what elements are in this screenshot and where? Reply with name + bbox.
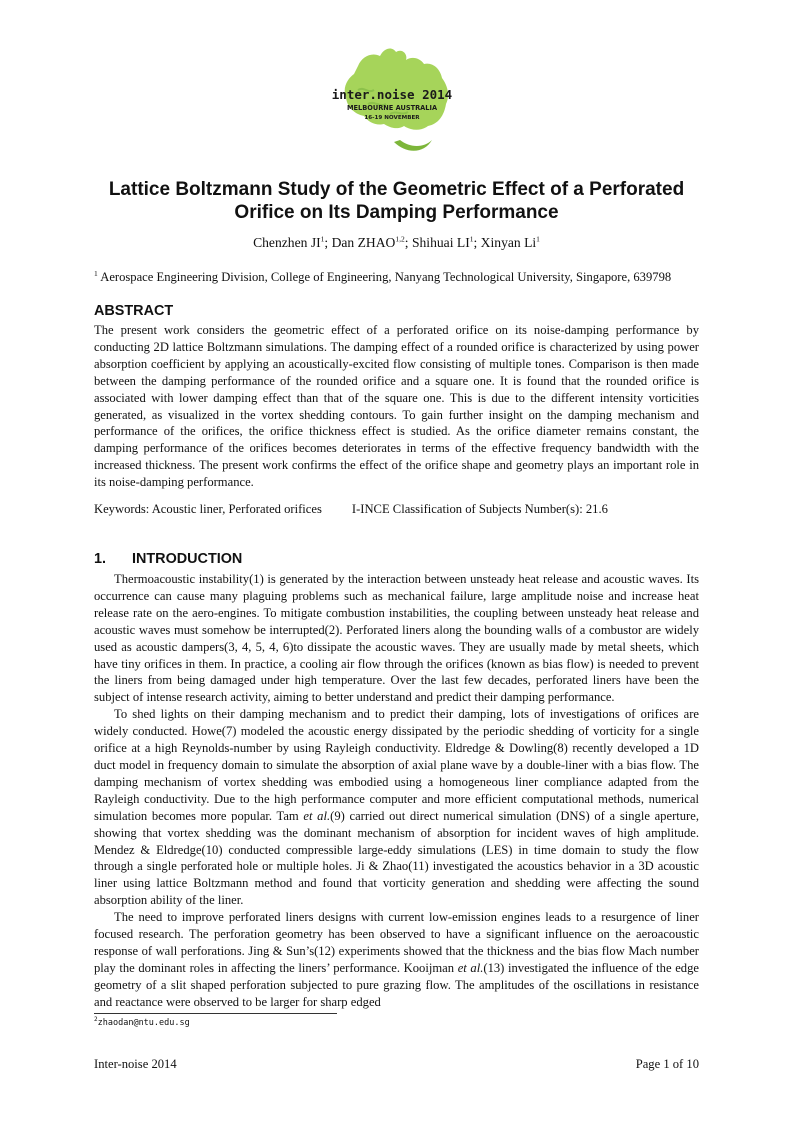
author-name: Xinyan Li xyxy=(480,235,537,250)
affiliation-mark: 1 xyxy=(94,268,98,278)
text-run: (9) carried out direct numerical simulation (DNS) of a single aperture, showing that vortex shedding was the dominant mechanism of absorption for incident waves of high amplitude. Mendez & Eldredge(10) conducted compressible large-eddy simulations (LES) in time domain to study the flow through a single perforated hole or multiple holes. Ji & Zhao(11) investigated the acoustics behavior in a 3D acoustic liner using lattice Boltzmann method and found that vorticity generation and shedding were affecting the sound absorption ability of the liner. xyxy=(94,808,699,908)
text-run: Thermoacoustic instability(1) is generated by the interaction between unsteady heat release and acoustic waves. Its occurrence can cause many plaguing problems such as mechanical failure, large amplitude noise and increase heat release rate on the aero-engines. To mitigate combustion instabilities, the coupling between unsteady heat release and acoustic waves must somehow be interrupted(2). Perforated liners along the bounding walls of a combustor are widely used as acoustic dampers(3, 4, 5, 4, 6)to dissipate the acoustic waves. They are usually made by metal sheets, which have tiny orifices in them. In practice, a cooling air flow through the orifices (known as bias flow) is needed to prevent the liners from being damaged under high temperature. Over the last few decades, perforated liners have been the subject of intense research activity, aiming to better understand and predict their damping performance. xyxy=(94,572,699,705)
author-affiliation-mark: 1,2 xyxy=(395,234,405,244)
author-name: Chenzhen JI xyxy=(253,235,321,250)
author-affiliation-mark: 1 xyxy=(536,234,540,244)
title-line-2: Orifice on Its Damping Performance xyxy=(234,202,559,223)
keywords-text: Keywords: Acoustic liner, Perforated orifices xyxy=(94,502,322,516)
abstract-heading: ABSTRACT xyxy=(94,303,174,319)
author-name: Dan ZHAO xyxy=(331,235,396,250)
text-run: The need to improve perforated liners designs with current low-emission engines leads to a resurgence of liner focused research. The perforation geometry has been observed to have a significant influence on the aeroacoustic response of wall perforations. Jing & Sun’s(12) experiments showed that the thickness and the bias flow Mach number play the dominant roles in affecting the liners’ performance. Kooijman xyxy=(94,910,699,975)
affiliation-text: Aerospace Engineering Division, College of Engineering, Nanyang Technological University, Singapore, 639798 xyxy=(100,270,672,284)
footnote-email: zhaodan@ntu.edu.sg xyxy=(97,1018,190,1028)
text-run: (13) investigated the influence of the edge geometry of a slit shaped perforation subjected to pure grazing flow. The amplitudes of the oscillations in resistance and reactance were observed to be larger for sharp edged xyxy=(94,960,699,1009)
author-affiliation-mark: 1 xyxy=(469,234,474,244)
italic-run: et al. xyxy=(303,808,331,823)
boomerang-icon xyxy=(394,140,432,151)
italic-run: et al. xyxy=(457,960,484,975)
conference-logo xyxy=(328,44,456,162)
author-name: Shihuai LI xyxy=(411,235,470,250)
intro-paragraph xyxy=(94,706,699,909)
footer-page-number: Page 1 of 10 xyxy=(635,1057,699,1071)
logo-line1: inter.noise 2014 xyxy=(331,87,453,102)
author-separator: ; xyxy=(324,235,332,250)
section-title: INTRODUCTION xyxy=(132,551,243,567)
paper-title xyxy=(60,178,733,224)
intro-paragraph xyxy=(94,571,699,706)
text-run: To shed lights on their damping mechanism and to predict their damping, lots of investigations of orifices are widely conducted. Howe(7) modeled the acoustic energy dissipated by the periodic shedding of vorticity for a single orifice at a high Reynolds-number by using Rayleigh conductivity. Eldredge & Dowling(8) recently developed a 1D duct model in frequency domain to simulate the absorption of axial plane wave by a double-liner with a bias flow. The damping mechanism of vortex shedding was embodied using a homogeneous liner compliance adapted from the Rayleigh conductivity. Due to the high performance computer and more efficient computational methods, numerical simulation becomes more popular. Tam xyxy=(94,707,699,823)
intro-paragraph xyxy=(94,909,699,1010)
footer-conference: Inter-noise 2014 xyxy=(94,1057,177,1071)
section-number: 1. xyxy=(94,551,107,567)
author-separator: ; xyxy=(404,235,412,250)
keywords-line xyxy=(94,501,699,518)
logo-line2: MELBOURNE AUSTRALIA xyxy=(346,104,438,112)
logo-line3: 16-19 NOVEMBER xyxy=(364,115,420,121)
classification-text: I-INCE Classification of Subjects Number(s): 21.6 xyxy=(351,502,608,516)
title-line-1: Lattice Boltzmann Study of the Geometric Effect of a Perforated xyxy=(108,179,685,200)
introduction-body xyxy=(94,571,699,1011)
author-affiliation-mark: 1 xyxy=(320,234,325,244)
abstract-text: The present work considers the geometric effect of a perforated orifice on its noise-damping performance by conducting 2D lattice Boltzmann simulations. The damping effect of a rounded orifice is characterized by using power absorption coefficient by applying an acoustically-excited flow consisting of multiple tones. Comparison is then made between the damping performance of the rounded orifice and a square one. It is found that the rounded orifice is associated with lower damping effect than that of the square one. This is due to the different intensity vorticities generated, as visualized in the vortex shedding contours. To gain further insight on the damping mechanism and performance of the orifices, the orifice thickness effect is studied. As the orifice diameter remains constant, the damping performance of the orifices becomes deteriorates in terms of the effective frequency bandwidth with the increased thickness. The present work confirms the effect of the orifice shape and geometry plays an important role in its noise-damping performance. xyxy=(94,323,699,490)
author-list xyxy=(60,234,733,252)
footnote-rule xyxy=(94,1013,337,1014)
introduction-heading xyxy=(94,550,242,568)
author-separator: ; xyxy=(473,235,481,250)
footnote-mark: 2 xyxy=(94,1016,98,1024)
affiliation xyxy=(94,268,714,286)
footnote xyxy=(94,1017,190,1029)
